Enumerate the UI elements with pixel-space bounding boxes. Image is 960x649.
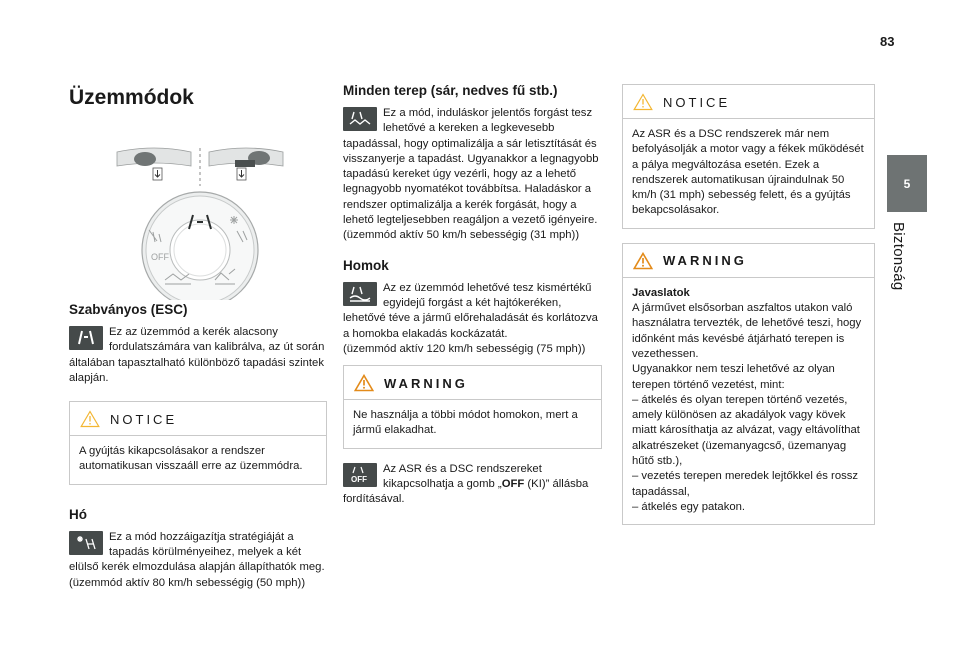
warning-text: Ne használja a többi módot homokon, mert a jármű elakadhat.	[344, 399, 601, 448]
mode-selector-illustration	[69, 110, 327, 300]
off-mode-icon	[343, 463, 377, 487]
dashboard-dial-illustration	[69, 110, 327, 300]
snow-note: (üzemmód aktív 80 km/h sebességig (50 mph))	[69, 576, 306, 589]
snow-paragraph	[69, 530, 327, 591]
warning-title: WARNING	[384, 375, 468, 391]
sand-note: (üzemmód aktív 120 km/h sebességig (75 mph))	[343, 342, 586, 355]
warning-subtitle: Javaslatok	[632, 286, 690, 299]
notice-triangle-icon	[80, 410, 100, 428]
sand-paragraph	[343, 281, 602, 357]
snow-mode-icon	[69, 531, 103, 555]
off-text: Az ASR és a DSC rendszereket kikapcsolhatja a gomb „OFF (KI)” állásba fordításával.	[343, 462, 589, 506]
chapter-tab[interactable]	[887, 155, 927, 212]
allterrain-mode-icon	[343, 107, 377, 131]
warning-box-col3	[622, 243, 875, 525]
notice-header	[70, 402, 326, 435]
section-title: Üzemmódok	[69, 86, 194, 109]
warning-header	[623, 244, 874, 277]
allterrain-note: (üzemmód aktív 50 km/h sebességig (31 mph))	[343, 229, 580, 242]
mode-dial	[142, 192, 258, 300]
chapter-title: Biztonság	[890, 222, 907, 291]
sand-mode-icon	[343, 282, 377, 306]
allterrain-heading: Minden terep (sár, nedves fű stb.)	[343, 83, 558, 98]
off-keyword: OFF	[501, 478, 525, 491]
esc-paragraph	[69, 325, 327, 386]
sand-text: Az ez üzemmód lehetővé tesz kismértékű egyidejű forgást a két hajtókeréken, lehetővé téve a jármű előrehaladását és korlátozva a homokba elakadás kockázatát.	[343, 281, 598, 340]
warning-box-col2	[343, 365, 602, 449]
esc-text: Ez az üzemmód a kerék alacsony fordulatszámára van kalibrálva, az út során általában tapasztalható különböző tapadási szintek alapján.	[69, 326, 325, 384]
allterrain-paragraph	[343, 106, 602, 244]
snow-heading: Hó	[69, 506, 87, 522]
warning-paragraph-2: Ugyanakkor nem teszi lehetővé az olyan terepen történő vezetést, mint:	[632, 363, 835, 391]
svg-text:OFF: OFF	[151, 252, 169, 262]
snow-text: Ez a mód hozzáigazítja stratégiáját a tapadás körülményeihez, melyek a két elülső kerék elmozdulása alapján állapíthatók meg.	[69, 530, 325, 574]
off-paragraph	[343, 462, 602, 508]
svg-text:OFF: OFF	[351, 474, 367, 484]
dashboard-strip-right	[209, 148, 283, 180]
column-3	[622, 78, 875, 525]
warning-triangle-icon	[354, 374, 374, 392]
warning-bullet-2: – vezetés terepen meredek lejtőkkel és rossz tapadással,	[632, 470, 859, 498]
warning-body	[623, 277, 874, 524]
notice-box-col3	[622, 84, 875, 229]
warning-title: WARNING	[663, 253, 747, 269]
warning-triangle-icon	[633, 252, 653, 270]
chapter-label	[876, 222, 936, 312]
allterrain-text: Ez a mód, induláskor jelentős forgást tesz lehetővé a kereken a legkevesebb tapadással, hogy optimalizálja a sár letisztítását és visszanyerje a tapadást. Ugyanakkor a legnagyobb tapadású kereket úgy vezérli, hogy az a lehető legnagyobb nyomatékot továbbítsa. Haladáskor a rendszer optimalizálja a kerék forgását, hogy a lehető legteljesebben reagáljon a vezető igényeire.	[343, 107, 599, 227]
warning-bullet-1: – átkelés és olyan terepen történő vezetés, amely különösen az akadályok vagy kövek miatt károsíthatja az alvázat, vagy eltávolíthat alkatrészeket (üzemanyagcső, üzemanyag hűtő stb.),	[632, 393, 860, 468]
warning-bullet-3: – átkelés egy patakon.	[632, 500, 746, 513]
notice-title: NOTICE	[110, 411, 178, 427]
page-number: 83	[880, 34, 895, 49]
notice-text: A gyújtás kikapcsolásakor a rendszer automatikusan visszaáll erre az üzemmódra.	[70, 435, 326, 484]
warning-paragraph-1: A járművet elsősorban aszfaltos utakon való használatra tervezték, de lehetővé teszi, hogy időnként más kevésbé átjárható terepen is vezethessen.	[632, 302, 862, 360]
column-1	[69, 78, 327, 591]
esc-heading: Szabványos (ESC)	[69, 302, 188, 317]
chapter-number: 5	[903, 176, 911, 191]
notice-triangle-icon	[633, 93, 653, 111]
notice-text: Az ASR és a DSC rendszerek már nem befolyásolják a motor vagy a fékek működését a pálya megváltozása esetén. Ezek a rendszerek automatikusan újraindulnak 50 km/h (31 mph) sebesség felett, és a gyújtás bekapcsolásakor.	[623, 118, 874, 228]
warning-header	[344, 366, 601, 399]
notice-title: NOTICE	[663, 94, 731, 110]
notice-header	[623, 85, 874, 118]
dashboard-strip-left	[117, 148, 191, 180]
esc-mode-icon	[69, 326, 103, 350]
column-2	[343, 78, 602, 508]
notice-box-col1	[69, 401, 327, 485]
sand-heading: Homok	[343, 257, 389, 273]
